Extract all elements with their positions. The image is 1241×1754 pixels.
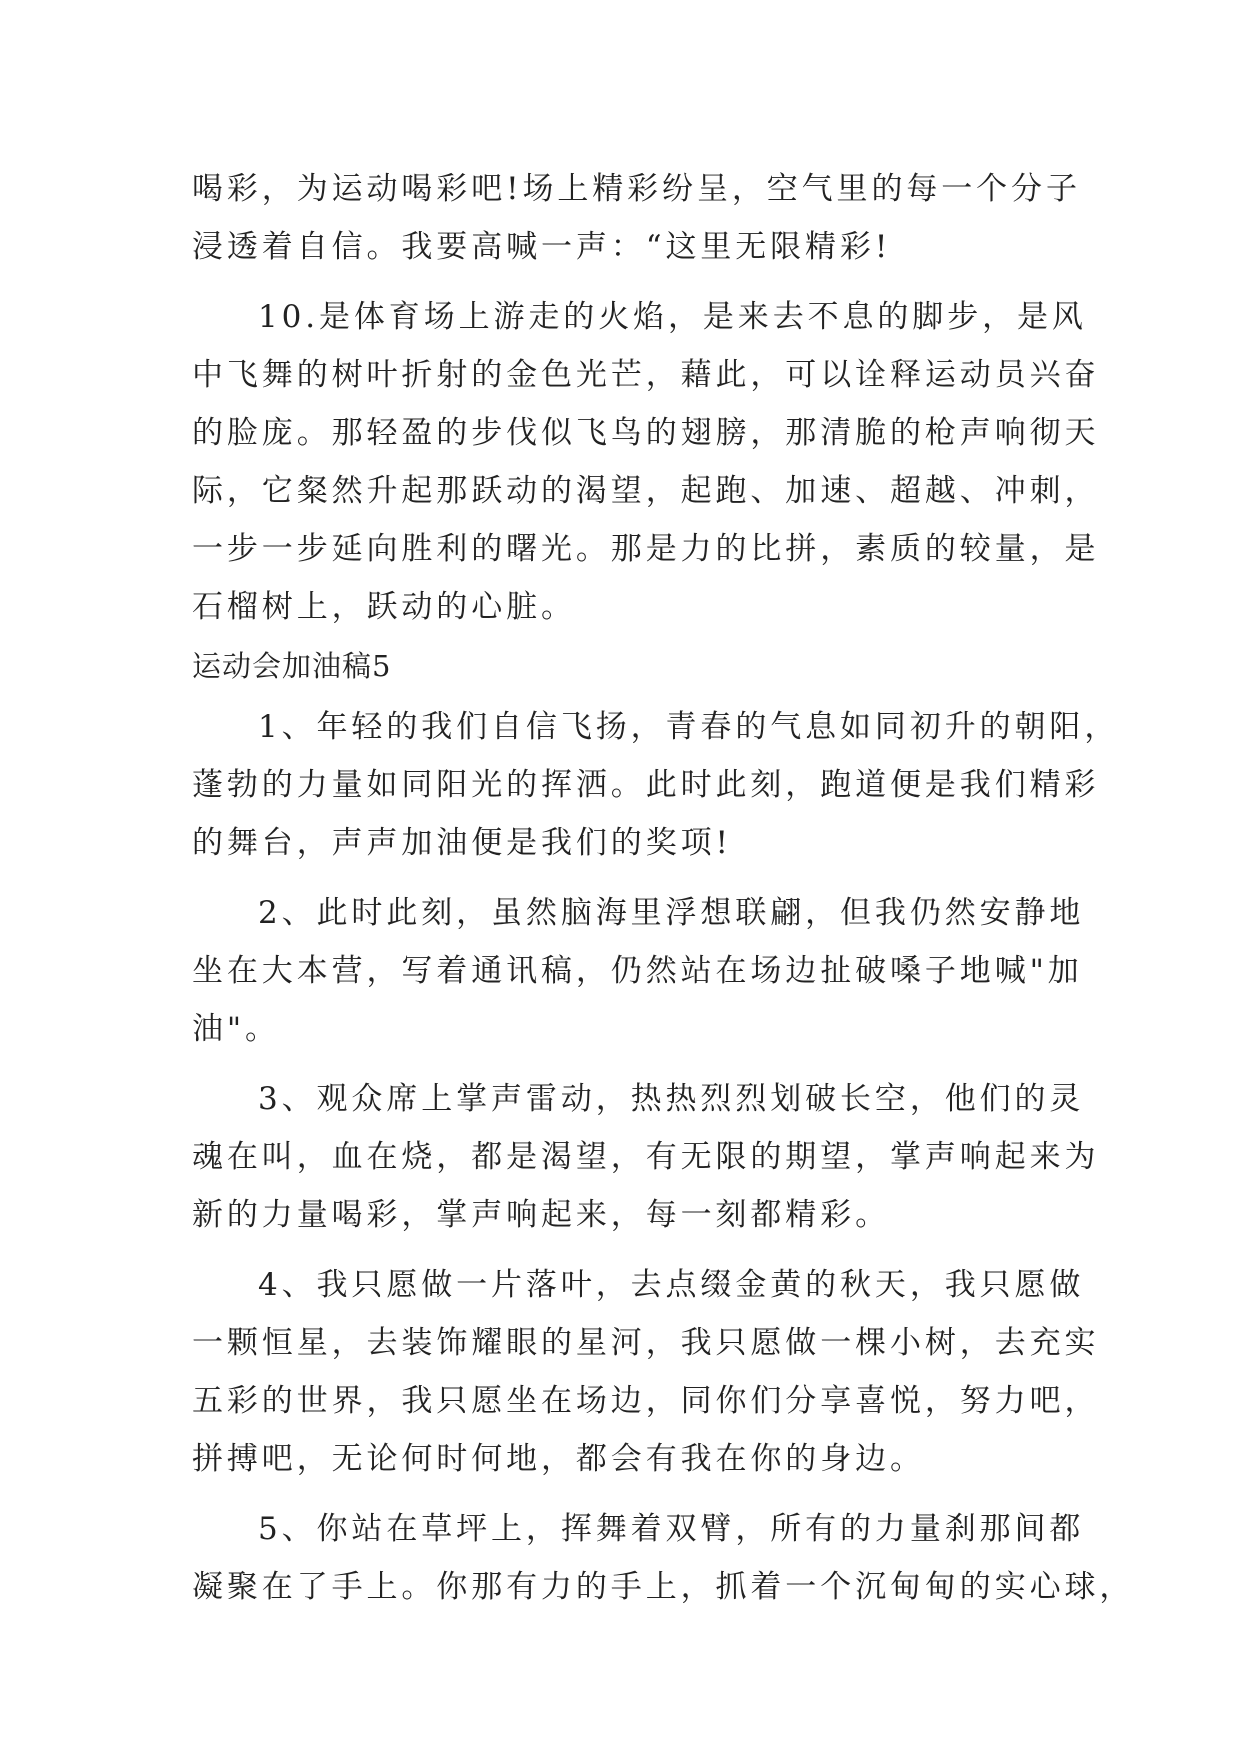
text-line: 3、观众席上掌声雷动，热热烈烈划破长空，他们的灵 [258, 1081, 1085, 1117]
text-line: 一步一步延向胜利的曙光。那是力的比拼，素质的较量，是 [192, 531, 1100, 567]
paragraph-item-4 [192, 1256, 1100, 1488]
paragraph-item-10 [192, 288, 1100, 636]
text-line: 际，它粲然升起那跃动的渴望，起跑、加速、超越、冲刺， [192, 473, 1100, 509]
section-title: 运动会加油稿5 [192, 649, 392, 683]
text-line: 5、你站在草坪上，挥舞着双臂，所有的力量刹那间都 [258, 1511, 1085, 1547]
text-line: 魂在叫，血在烧，都是渴望，有无限的期望，掌声响起来为 [192, 1139, 1100, 1175]
text-line: 的舞台，声声加油便是我们的奖项! [192, 825, 732, 861]
text-line: 1、年轻的我们自信飞扬，青春的气息如同初升的朝阳， [258, 709, 1120, 745]
text-line: 新的力量喝彩，掌声响起来，每一刻都精彩。 [192, 1197, 890, 1233]
document-page [192, 160, 1135, 1616]
text-line: 10.是体育场上游走的火焰，是来去不息的脚步，是风 [258, 299, 1087, 335]
text-line: 油"。 [192, 1011, 280, 1047]
text-line: 坐在大本营，写着通讯稿，仍然站在场边扯破嗓子地喊"加 [192, 953, 1083, 989]
text-line: 蓬勃的力量如同阳光的挥洒。此时此刻，跑道便是我们精彩 [192, 767, 1100, 803]
paragraph-item-1 [192, 698, 1120, 872]
text-line: 浸透着自信。我要高喊一声：“这里无限精彩! [192, 229, 892, 265]
text-line: 凝聚在了手上。你那有力的手上，抓着一个沉甸甸的实心球， [192, 1569, 1135, 1605]
paragraph-item-5 [192, 1500, 1135, 1616]
paragraph-continuation [192, 160, 1081, 276]
paragraph-item-2 [192, 884, 1085, 1058]
text-line: 一颗恒星，去装饰耀眼的星河，我只愿做一棵小树，去充实 [192, 1325, 1100, 1361]
text-line: 喝彩，为运动喝彩吧!场上精彩纷呈，空气里的每一个分子 [192, 171, 1081, 207]
text-line: 2、此时此刻，虽然脑海里浮想联翩，但我仍然安静地 [258, 895, 1085, 931]
text-line: 的脸庞。那轻盈的步伐似飞鸟的翅膀，那清脆的枪声响彻天 [192, 415, 1100, 451]
text-line: 石榴树上，跃动的心脏。 [192, 589, 576, 625]
paragraph-item-3 [192, 1070, 1100, 1244]
text-line: 拼搏吧，无论何时何地，都会有我在你的身边。 [192, 1441, 925, 1477]
text-line: 中飞舞的树叶折射的金色光芒，藉此，可以诠释运动员兴奋 [192, 357, 1100, 393]
text-line: 4、我只愿做一片落叶，去点缀金黄的秋天，我只愿做 [258, 1267, 1085, 1303]
text-line: 五彩的世界，我只愿坐在场边，同你们分享喜悦，努力吧， [192, 1383, 1100, 1419]
